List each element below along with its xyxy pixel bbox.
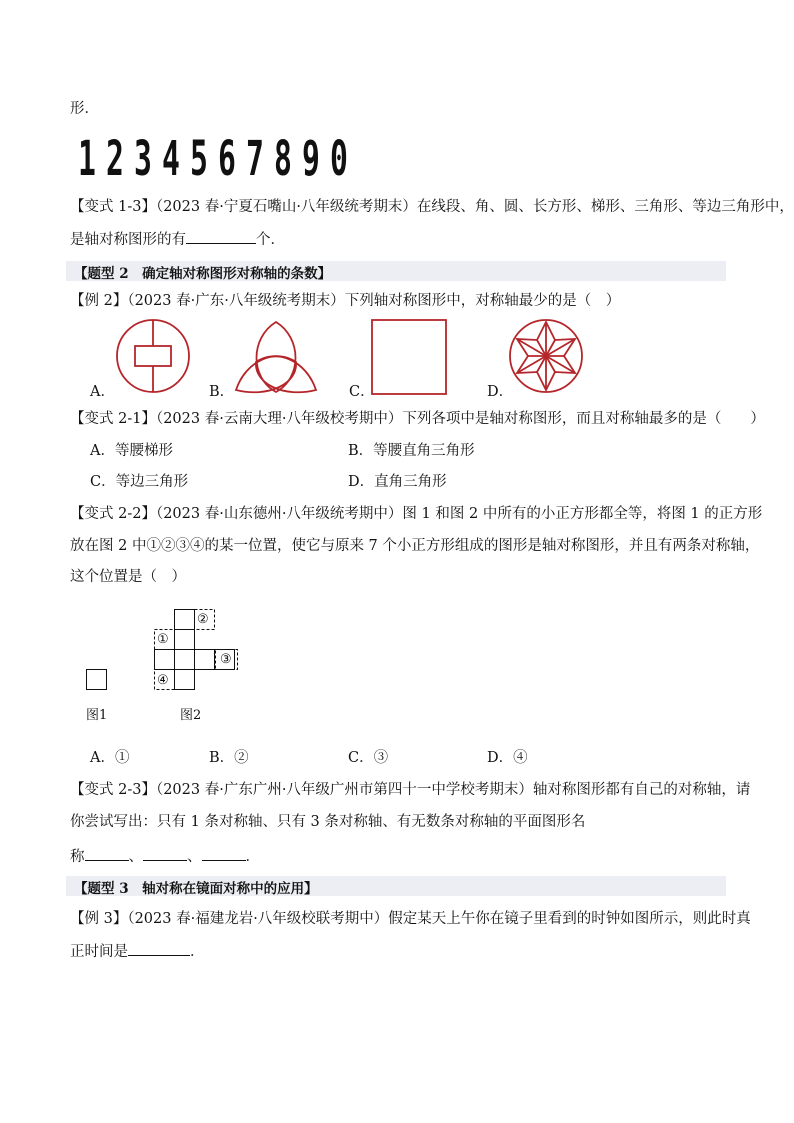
question-text: 称 [70,849,85,865]
variant-2-2-line3: 这个位置是（ ） [70,569,186,585]
example-2-option-b[interactable]: B． [209,384,235,400]
digit: 0 [330,131,347,187]
separator: 、 [187,849,202,865]
section-title: 【题型 2 确定轴对称图形对称轴的条数】 [74,266,332,282]
answer-blank[interactable] [128,941,190,956]
text-fragment: 形． [70,101,99,117]
example-3-line1: 【例 3】（2023 春·福建龙岩·八年级校联考期中）假定某天上午你在镜子里看到的时钟如图所示，则此时真 [70,911,751,927]
answer-blank-3[interactable] [202,846,246,861]
figure-2-marker-1: ① [157,632,169,647]
question-text: ． [190,944,205,960]
variant-2-3-line1: 【变式 2-3】（2023 春·广东广州·八年级广州市第四十一中学校考期末）轴对称图形都有自己的对称轴，请 [70,782,751,798]
variant-2-3-line3 [70,846,260,866]
digit: 7 [246,131,263,187]
example-2-option-c[interactable]: C． [349,384,375,400]
figure-1-single-square [86,669,110,693]
digit: 8 [274,131,291,187]
separator: 、 [128,849,143,865]
question-text: 正时间是 [70,944,128,960]
figure-2-marker-3: ③ [220,652,232,667]
example-3-line2 [70,941,205,961]
section-header-type3 [66,876,726,896]
variant-2-1-option-c[interactable]: C．等边三角形 [90,474,189,490]
figure-1-label: 图1 [86,708,108,723]
answer-blank-1[interactable] [85,846,129,861]
figure-2-marker-4: ④ [157,673,169,688]
variant-2-3-line2: 你尝试写出：只有 1 条对称轴、只有 3 条对称轴、有无数条对称轴的平面图形名 [70,814,586,830]
digit: 5 [190,131,207,187]
question-text: 是轴对称图形的有 [70,232,186,248]
variant-2-2-option-c[interactable]: C．③ [348,750,389,766]
answer-blank-2[interactable] [143,846,187,861]
figure-c-square-shape [370,318,450,398]
section-header-type2 [66,261,726,281]
example-2-option-a[interactable]: A． [90,384,115,400]
variant-2-2-option-b[interactable]: B．② [209,750,249,766]
answer-blank[interactable] [186,229,256,244]
question-text: ． [245,849,260,865]
variant-2-1-option-a[interactable]: A．等腰梯形 [90,443,173,459]
figure-2-marker-2: ② [197,612,209,627]
figure-d-star-circle-shape [508,318,590,400]
example-2-stem: 【例 2】（2023 春·广东·八年级统考期末）下列轴对称图形中，对称轴最少的是（ ） [70,293,621,309]
variant-2-2-line1: 【变式 2-2】（2023 春·山东德州·八年级统考期中）图 1 和图 2 中所有的小正方形都全等，将图 1 的正方形 [70,506,763,522]
figure-2-label: 图2 [180,708,202,723]
figure-a-coin-shape [115,318,195,398]
digit: 6 [218,131,235,187]
variant-2-2-option-d[interactable]: D．④ [487,750,528,766]
variant-2-1-stem: 【变式 2-1】（2023 春·云南大理·八年级校考期中）下列各项中是轴对称图形，而且对称轴最多的是（ ） [70,411,765,427]
variant-2-1-option-b[interactable]: B．等腰直角三角形 [348,443,475,459]
digit: 3 [134,131,151,187]
section-title: 【题型 3 轴对称在镜面对称中的应用】 [74,881,318,897]
variant-1-3-line1: 【变式 1-3】（2023 春·宁夏石嘴山·八年级统考期末）在线段、角、圆、长方形、梯形、三角形、等边三角形中， [70,199,794,215]
question-text: 个． [256,232,285,248]
figure-b-trefoil-shape [232,318,322,398]
variant-2-1-option-d[interactable]: D．直角三角形 [348,474,447,490]
example-2-option-d[interactable]: D． [487,384,514,400]
variant-2-2-line2: 放在图 2 中①②③④的某一位置，使它与原来 7 个小正方形组成的图形是轴对称图形，并且有两条对称轴， [70,538,760,554]
digit: 4 [162,131,179,187]
digit: 1 [78,131,95,187]
digit: 9 [302,131,319,187]
digit-row [78,132,358,186]
variant-2-2-option-a[interactable]: A．① [90,750,130,766]
variant-1-3-line2 [70,229,285,249]
digit: 2 [106,131,123,187]
